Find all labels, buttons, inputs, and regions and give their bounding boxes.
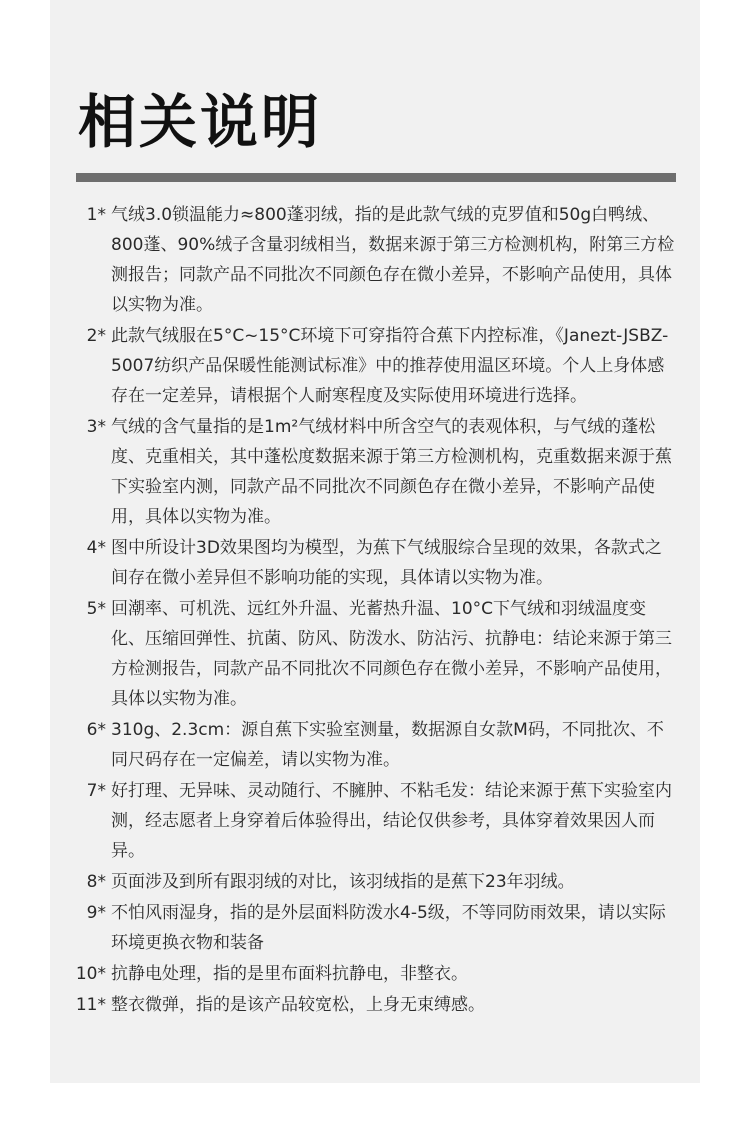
note-text: 抗静电处理，指的是里布面料抗静电，非整衣。 [111,964,468,984]
note-number: 8* [86,872,106,892]
note-text: 回潮率、可机洗、远红外升温、光蓄热升温、10°C下气绒和羽绒温度变化、压缩回弹性、抗菌、防风、防泼水、防沾污、抗静电：结论来源于第三方检测报告，同款产品不同批次不同颜色存在微小差异，不影响产品使用，具体以实物为准。 [111,599,672,709]
note-item [60,412,680,532]
note-number: 1* [86,205,106,225]
notes-list [60,200,680,1021]
note-text: 整衣微弹，指的是该产品较宽松，上身无束缚感。 [111,995,485,1015]
note-number: 5* [86,599,106,619]
note-text: 此款气绒服在5°C~15°C环境下可穿指符合蕉下内控标准，《Janezt-JSBZ-5007纺织产品保暖性能测试标准》中的推荐使用温区环境。个人上身体感存在一定差异，请根据个人耐寒程度及实际使用环境进行选择。 [111,326,669,406]
note-text: 不怕风雨湿身，指的是外层面料防泼水4-5级，不等同防雨效果，请以实际环境更换衣物和装备 [111,903,666,953]
note-number: 2* [86,326,106,346]
note-item [60,776,680,866]
note-text: 图中所设计3D效果图均为模型，为蕉下气绒服综合呈现的效果，各款式之间存在微小差异但不影响功能的实现，具体请以实物为准。 [111,538,662,588]
note-number: 6* [86,720,106,740]
note-item [60,990,680,1020]
note-number: 7* [86,781,106,801]
note-number: 10* [75,964,106,984]
note-text: 页面涉及到所有跟羽绒的对比，该羽绒指的是蕉下23年羽绒。 [111,872,575,892]
note-number: 11* [75,995,106,1015]
note-text: 气绒3.0锁温能力≈800蓬羽绒，指的是此款气绒的克罗值和50g白鸭绒、800蓬、90%绒子含量羽绒相当，数据来源于第三方检测机构，附第三方检测报告；同款产品不同批次不同颜色存在微小差异，不影响产品使用，具体以实物为准。 [111,205,675,315]
title-divider [76,173,676,182]
note-number: 4* [86,538,106,558]
note-item [60,533,680,593]
note-item [60,594,680,714]
note-item [60,959,680,989]
note-item [60,867,680,897]
note-item [60,200,680,320]
note-item [60,898,680,958]
note-number: 3* [86,417,106,437]
page-title: 相关说明 [78,88,323,156]
note-item [60,715,680,775]
note-number: 9* [86,903,106,923]
note-item [60,321,680,411]
note-text: 310g、2.3cm：源自蕉下实验室测量，数据源自女款M码，不同批次、不同尺码存在一定偏差，请以实物为准。 [111,720,664,770]
note-text: 好打理、无异味、灵动随行、不臃肿、不粘毛发：结论来源于蕉下实验室内测，经志愿者上身穿着后体验得出，结论仅供参考，具体穿着效果因人而异。 [111,781,672,861]
note-text: 气绒的含气量指的是1m²气绒材料中所含空气的表观体积，与气绒的蓬松度、克重相关，其中蓬松度数据来源于第三方检测机构，克重数据来源于蕉下实验室内测，同款产品不同批次不同颜色存在微小差异，不影响产品使用，具体以实物为准。 [111,417,672,527]
